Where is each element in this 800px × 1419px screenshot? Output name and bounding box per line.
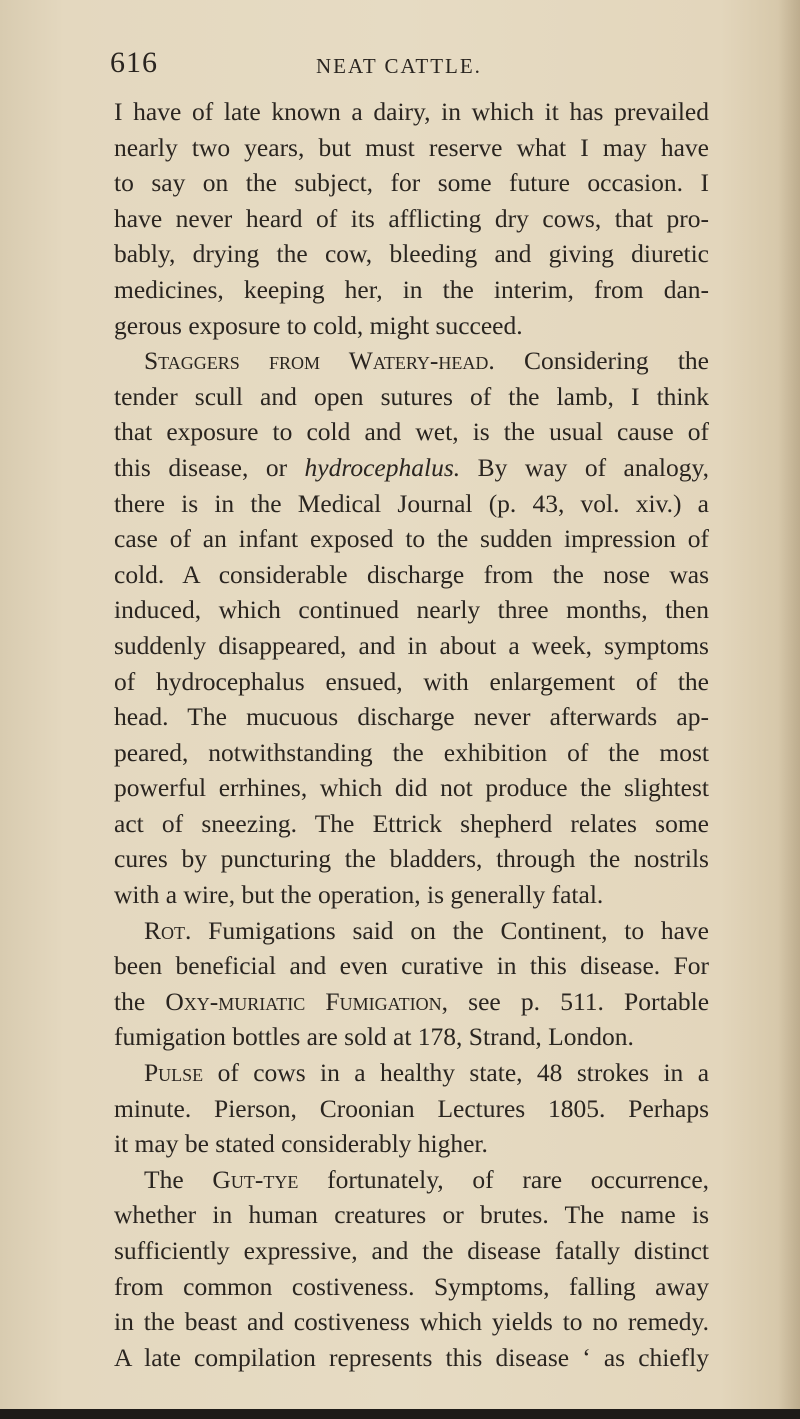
text-line: head. The mucuous discharge never afterwards ap- xyxy=(114,702,709,732)
text-line: been beneficial and even curative in this disease. For xyxy=(114,951,709,981)
text-line: A late compilation represents this disease ‘ as chiefly xyxy=(114,1342,709,1372)
text-line: nearly two years, but must reserve what I may have xyxy=(114,132,709,162)
small-caps-term: Oxy-muriatic Fumigation, xyxy=(165,986,448,1016)
text-line: with a wire, but the operation, is generally fatal. xyxy=(114,880,604,910)
text-line: of hydrocephalus ensued, with enlargement of the xyxy=(114,666,709,696)
section-heading: Rot. xyxy=(144,915,192,945)
text-fragment: Fumigations said on the Continent, to have xyxy=(208,915,710,945)
text-line: cures by puncturing the bladders, through the nostrils xyxy=(114,844,709,874)
text-line: tender scull and open sutures of the lamb, I think xyxy=(114,381,709,411)
text-line: bably, drying the cow, bleeding and giving diuretic xyxy=(114,239,709,269)
section-heading: Pulse xyxy=(144,1058,204,1088)
text-line: in the beast and costiveness which yields to no remedy. xyxy=(114,1307,709,1337)
text-line: from common costiveness. Symptoms, falling away xyxy=(114,1271,709,1301)
text-line: whether in human creatures or brutes. The name is xyxy=(114,1200,709,1230)
text-line: powerful errhines, which did not produce the slightest xyxy=(114,773,709,803)
text-fragment: this disease, or xyxy=(114,452,288,482)
section-heading: Staggers from Watery-head. xyxy=(144,346,495,376)
running-head: NEAT CATTLE. xyxy=(316,54,482,78)
text-fragment: the xyxy=(114,986,146,1016)
text-line: suddenly disappeared, and in about a week, symptoms xyxy=(114,630,709,660)
text-line xyxy=(114,984,709,1020)
text-line: cold. A considerable discharge from the nose was xyxy=(114,559,709,589)
text-fragment: see p. 511. Portable xyxy=(468,986,710,1016)
text-line: induced, which continued nearly three months, then xyxy=(114,595,709,625)
text-line: minute. Pierson, Croonian Lectures 1805. Perhaps xyxy=(114,1093,709,1123)
text-line: there is in the Medical Journal (p. 43, vol. xiv.) a xyxy=(114,488,709,518)
text-fragment: By way of analogy, xyxy=(477,452,709,482)
page-number: 616 xyxy=(110,46,158,79)
text-line: medicines, keeping her, in the interim, from dan- xyxy=(114,274,709,304)
body-text xyxy=(114,94,709,1375)
text-fragment: of cows in a healthy state, 48 strokes in a xyxy=(217,1058,710,1088)
text-line: case of an infant exposed to the sudden impression of xyxy=(114,524,709,554)
text-line: have never heard of its afflicting dry cows, that pro- xyxy=(114,203,709,233)
paragraph-start-line xyxy=(114,1055,709,1091)
text-line: I have of late known a dairy, in which it has prevailed xyxy=(114,97,709,126)
paragraph-start-line xyxy=(114,1162,709,1198)
section-heading: Gut-tye xyxy=(212,1164,299,1194)
text-fragment: fortunately, of rare occurrence, xyxy=(327,1164,710,1194)
text-line: sufficiently expressive, and the disease fatally distinct xyxy=(114,1236,709,1265)
text-line: fumigation bottles are sold at 178, Strand, London. xyxy=(114,1022,634,1052)
paragraph-start-line xyxy=(114,913,709,949)
text-line: peared, notwithstanding the exhibition of the most xyxy=(114,737,709,767)
paragraph-start-line xyxy=(114,343,709,379)
text-line: to say on the subject, for some future occasion. I xyxy=(114,168,709,198)
text-line: act of sneezing. The Ettrick shepherd relates some xyxy=(114,808,709,838)
page-bottom-edge xyxy=(0,1409,800,1419)
italic-term: hydrocephalus. xyxy=(304,452,461,482)
page-header xyxy=(110,46,710,82)
text-line: that exposure to cold and wet, is the usual cause of xyxy=(114,417,709,447)
text-line xyxy=(114,450,709,486)
text-line: gerous exposure to cold, might succeed. xyxy=(114,310,523,340)
text-fragment: The xyxy=(144,1164,184,1194)
text-line: it may be stated considerably higher. xyxy=(114,1129,488,1159)
text-fragment: Considering the xyxy=(523,346,709,376)
page-edge-shadow xyxy=(778,0,800,1419)
